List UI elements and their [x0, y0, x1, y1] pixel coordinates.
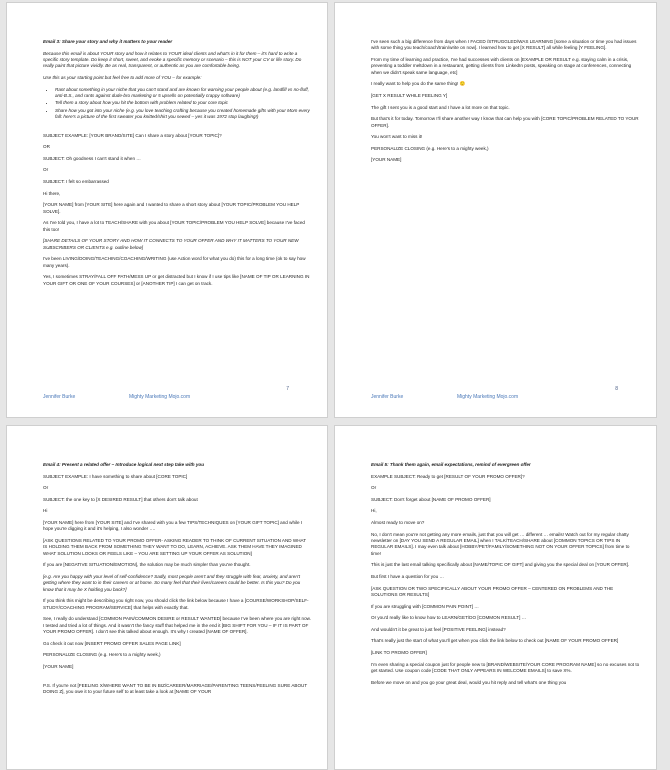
- footer-site: Mighty Marketing Mojo.com: [129, 394, 191, 400]
- text-line: OR: [43, 144, 50, 150]
- text-line: Hi,: [371, 508, 377, 514]
- text-line: This is just the last email talking specifically about [NAME/TOPIC OF GIFT] and giving you the special deal on [YOUR OFFER].: [371, 562, 630, 568]
- text-line: The gift I sent you is a good start and I have a lot more on that topic.: [371, 104, 510, 110]
- text-line: [YOUR NAME]: [43, 663, 74, 669]
- text-line: I've been LIVING/DOING/TEACHING/COACHING/WRITING (use Action word for what you do) this for a long time (ok to say how many years).: [43, 256, 306, 268]
- email-3-heading: Email 3: Share your story and why it matters to your reader: [43, 39, 173, 44]
- text-line: If you are struggling with [COMMON PAIN POINT] …: [371, 603, 479, 609]
- bullet-item: • Share how you got into your niche (e.g. you love teaching crafting because you created homemade gifts with your Mom every fall: here's a picture of the first sweater you knitted/shirt you sewed – yes it was 1972 stop laughing!): [55, 108, 311, 121]
- text-line: As I've told you, I have a lot to TEACH/SHARE with you about [YOUR TOPIC/PROBLEM YOU HELP SOLVE] because I've faced this too!: [43, 220, 305, 232]
- document-page-10: [334, 425, 657, 770]
- text-line: PERSONALIZE CLOSING (e.g. Here's to a mighty week,): [371, 145, 489, 151]
- text-line: Or: [43, 167, 49, 173]
- text-line: Hi there,: [43, 190, 61, 196]
- text-line: I really want to help you do the same thing! 🙂: [371, 81, 466, 87]
- text-line: [LINK TO PROMO OFFER]: [371, 649, 427, 655]
- page-footer: [371, 394, 519, 400]
- text-line: [GET X RESULT WHILE FEELING Y]: [371, 93, 448, 98]
- text-line: I'm even sharing a special coupon just for people new to [BRAND/WEBSITE/YOUR CORE PROGRAM NAME] so no excuses not to get started. Use coupon code [CODE THAT ONLY APPEARS IN WELCOME EMAILS] to save X%.: [371, 661, 640, 673]
- footer-author: Jennifer Burke: [43, 394, 76, 400]
- text-line: [SHARE DETAILS OF YOUR STORY AND HOW IT CONNECTS TO YOUR OFFER AND WHY IT MATTERS TO YOUR NEW SUBSCRIBERS OR CLIENTS e.g. outline below]: [43, 238, 299, 250]
- email-4-heading: Email 4: Present a related offer – Introduce logical next step take with you: [43, 462, 204, 467]
- text-line: [YOUR NAME]: [371, 157, 402, 163]
- text-line: [YOUR NAME] here from [YOUR SITE] and I've shared with you a few TIPS/TECHNIQUES on [YOUR GIFT TOPIC] and while I hope you're digging it and it's helping, I also wonder ….: [43, 519, 303, 532]
- text-line: SUBJECT: Oh goodness I can't stand it when …: [43, 155, 141, 161]
- text-line: If you think this might be describing you right now, you should click the link below because I have a [COURSE/WORKSHOP/SELF-STUDY/COACHING PROGRAM/SERVICE] that helps with exactly that.: [43, 598, 309, 610]
- document-page-7: [6, 2, 328, 418]
- text-line: But that's it for today. Tomorrow I'll share another way I know that can help you with [CORE TOPIC/PROBLEM RELATED TO YOUR OFFER].: [371, 116, 639, 128]
- document-page-8: [334, 2, 657, 418]
- text-line: But first I have a question for you …: [371, 573, 445, 579]
- text-line: SUBJECT EXAMPLE: [YOUR BRAND/SITE] Can I share a story about [YOUR TOPIC]?: [43, 132, 222, 138]
- text-line: Or: [371, 485, 377, 491]
- text-line: Or: [43, 485, 49, 491]
- text-line: Hi: [43, 508, 48, 514]
- page-10-content: [371, 462, 640, 691]
- text-line: If you are [NEGATIVE SITUATION/EMOTION], the solution may be much simpler than you've thought.: [43, 562, 251, 568]
- text-line: From my time of learning and practice, I've had successes with clients on [EXAMPLE OR RESULT e.g. staying calm in a crisis, preventing a toddler meltdown in a restaurant, getting clients from LinkedIn posts, speaking on stage at conferences, connecting when we didn't speak same language, etc]: [371, 57, 632, 75]
- text-line: SUBJECT: I felt so embarrassed: [43, 179, 109, 184]
- page-number: 8: [615, 386, 618, 392]
- footer-site: Mighty Marketing Mojo.com: [457, 394, 519, 400]
- text-line: [ASK QUESTIONS RELATED TO YOUR PROMO OFFER- ASKING READER TO THINK OF CURRENT SITUATION AND WHAT IS HOLDING THEM BACK FROM SOMETHING THEY WANT TO DO, LEARN, ACHIEVE. ASK THEM HAVE THEY IMAGINED WHAT SOLUTION LOOKS OR FEELS LIKE – YOU ARE SETTING UP YOUR OFFER AS SOLUTION]: [43, 537, 306, 556]
- text-line: SUBJECT EXAMPLE: I have something to share about [CORE TOPIC]: [43, 473, 188, 479]
- email-3-use-line: Use this as your starting point but feel free to add more of YOU – for example:: [43, 75, 202, 80]
- text-line: [ASK QUESTION OR TWO SPECIFICALLY ABOUT YOUR PROMO OFFER – CENTERED ON PROBLEMS AND THE SOLUTIONS OR RESULTS]: [371, 585, 614, 597]
- text-line: Before we move on and you go your great deal, would you hit reply and tell what's one thing you: [371, 679, 567, 685]
- text-line: Go check it out now [INSERT PROMO OFFER SALES PAGE LINK]: [43, 640, 181, 646]
- text-line: SUBJECT: the one key to [X DESIRED RESULT] that others don't talk about: [43, 496, 198, 502]
- text-line: Or you'd really like to know how to LEARN/GET/DO [COMMON RESULT] …: [371, 615, 527, 621]
- page-7-content: [43, 39, 311, 292]
- page-9-content: [43, 462, 311, 701]
- email-3-bullets: [43, 87, 311, 121]
- footer-author: Jennifer Burke: [371, 394, 404, 400]
- text-line: PERSONALIZE CLOSING (e.g. Here's to a mighty week,): [43, 652, 161, 658]
- text-line: Almost ready to move on?: [371, 519, 425, 525]
- text-line: SUBJECT: Don't forget about [NAME OF PROMO OFFER]: [371, 496, 491, 502]
- text-line: That's really just the start of what you'll get when you click the link below to check out [NAME OF YOUR PROMO OFFER]: [371, 638, 619, 644]
- text-line: EXAMPLE SUBJECT: Ready to get [RESULT OF YOUR PROMO OFFER]?: [371, 473, 525, 479]
- bullet-item: • Rant about something in your niche that you can't stand and are known for warning your people about (e.g. landfill vs no-fluff, anti-B.S., and rants against dude-bro marketing or 5 upsells on potentially crappy software): [55, 87, 311, 100]
- email-5-heading: Email 5: Thank them again, email expectations, remind of evergreen offer: [371, 462, 531, 467]
- page-8-content: [371, 39, 640, 169]
- text-line: P.S. If you're not [FEELING X/WHERE WANT TO BE IN BIZ/CAREER/MARRIAGE/PARENTING TEENS/FEELING SURE ABOUT DOING Z], you owe it to your future self to at least take a look at [NAME OF YOUR: [43, 682, 308, 694]
- text-line: I've seen such a big difference from days when I FACED /STRUGGLED/WAS LEARNING [some a situation or time you had issues with some thing you teach/coach/train/write on now]. I learned how to get [X RESULT] all while feeling [Y FEELING].: [371, 39, 637, 51]
- email-3-intro: Because this email is about YOUR story and how it relates to YOUR ideal clients and what's in it for them – it's hard to write a specific story template. Do keep it short, sweet, and evoke a specific memory or scenario – this is NOT your CV or life story. Do really paint that picture vividly. Be as real, transparent, or authentic as you are comfortable being.: [43, 50, 302, 69]
- text-line: [e.g. Are you happy with your level of self-confidence? Sadly, most people aren't and they struggle with fear, anxiety, and aren't getting where they want to in their careers or at home. So many feel that their lives/careers could be better. Is this you? Do you know that it may be X holding you back?]: [43, 573, 301, 592]
- text-line: And wouldn't it be great to just feel [POSITIVE FEELING] instead?: [371, 626, 506, 632]
- text-line: [YOUR NAME] from [YOUR SITE] here again and I wanted to share a short story about [YOUR TOPIC/PROBLEM YOU HELP SOLVE].: [43, 202, 300, 214]
- text-line: You won't want to miss it!: [371, 134, 423, 140]
- page-number: 7: [286, 386, 289, 392]
- document-page-9: [6, 425, 328, 770]
- bullet-item: • Tell them a story about how you hit the bottom with problem related to your core topic: [55, 100, 311, 106]
- text-line: See, I really do understand [COMMON PAIN/COMMON DESIRE or RESULT WANTED] because I've been where you are right now. I tested and tried a lot of things. And it wasn't the fancy stuff that helped me in the end it [BIG SHIFT FOR YOU – IF IT IS PART OF YOUR PROMO OFFER]. I don't see this talked about enough. It's why I created [NAME OF OFFER].: [43, 616, 312, 635]
- page-footer: [43, 394, 191, 400]
- text-line: Yes, I sometimes STRAY/FALL OFF PATH/MESS UP or get distracted but I know if I use tips like [NAME OF TIP OR LEARNING IN YOUR GIFT OR ONE OF YOUR COURSES] or [ANOTHER TIP] I can get on track.: [43, 274, 310, 286]
- text-line: No, I don't mean you're not getting any more emails, just that you will get … different … emails! Watch out for my regular chatty newsletter on [DAY YOU SEND A REGULAR EMAIL] when I TALK/TEACH/SHARE about [COMMON TOPICS OR TIPS IN REGULAR EMAILS]. I may even talk about [HOBBY/PET/FAMILY/SOMETHING NOT ON YOUR OFFER TOPICS] from time to time!: [371, 531, 630, 556]
